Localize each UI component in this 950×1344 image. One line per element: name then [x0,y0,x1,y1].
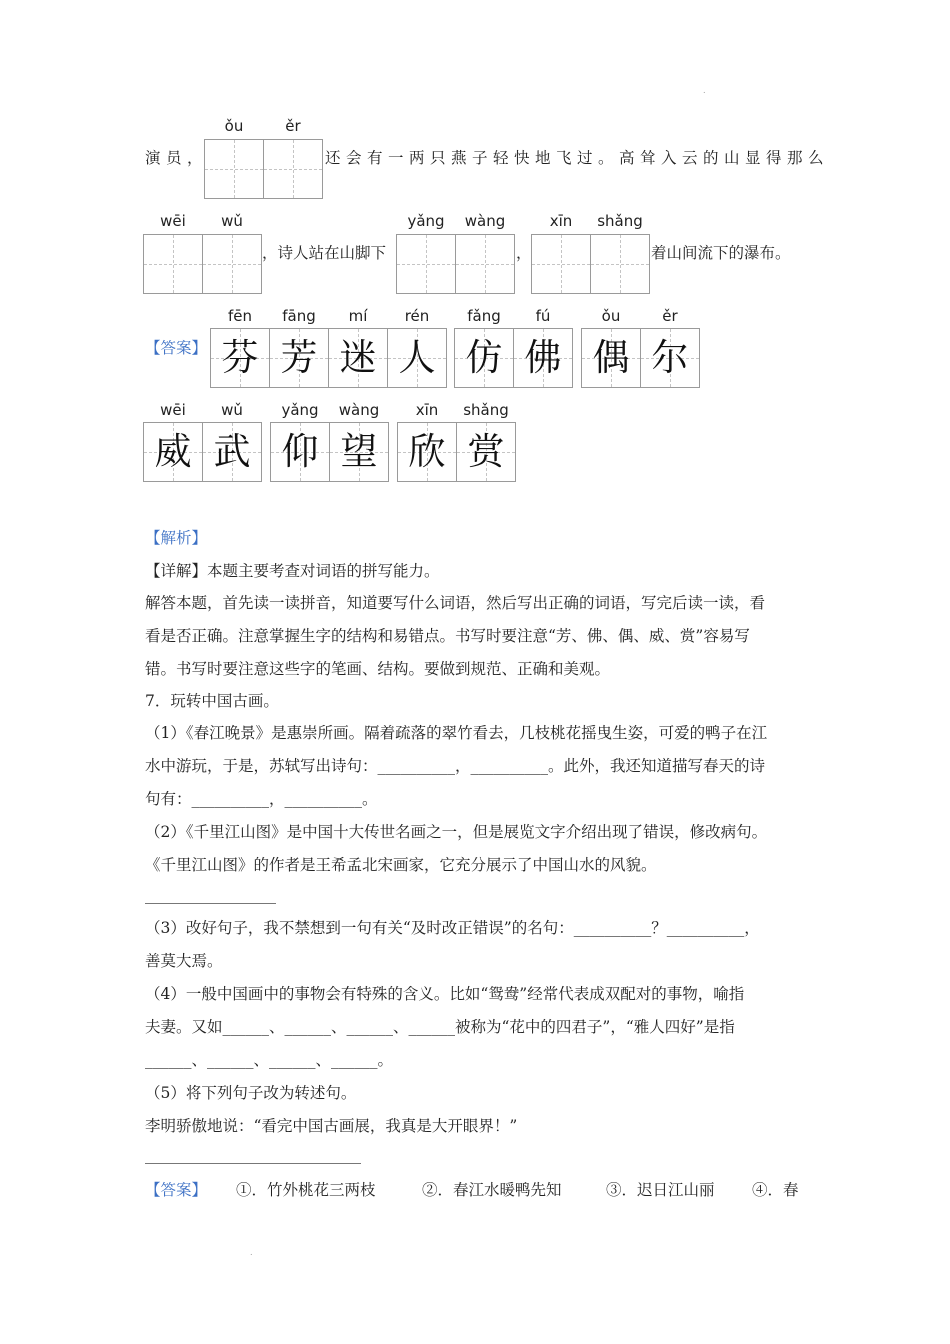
answer-cell: 芳 [270,328,329,388]
analysis-label: 【解析】 [145,529,208,547]
pinyin-yang2: yǎng [281,401,319,419]
pinyin-shang2: shǎng [463,401,509,419]
answer-line-5[interactable] [145,1163,361,1164]
row2-text-1: ，诗人站在山脚下 [262,244,387,262]
pinyin-wei2: wēi [160,401,186,419]
final-answer-item-3: ③．迟日江山丽 [606,1181,715,1199]
blank-cell[interactable] [591,234,650,294]
q7-part-5: （5）将下列句子改为转述句。 李明骄傲地说：“看完中国古画展，我真是大开眼界！” [145,1084,518,1135]
q7-part-3: （3）改好句子，我不禁想到一句有关“及时改正错误”的名句：__________？__________， 善莫大焉。 [145,919,760,970]
blank-grid-xinshang[interactable] [531,234,650,294]
blank-cell[interactable] [143,234,203,294]
scan-dot: . [703,86,706,95]
answer-cell: 芬 [210,328,270,388]
answer-cell: 尔 [641,328,700,388]
answer-grid-yangwang [270,422,389,482]
q7-part-1: （1）《春江晚景》是惠崇所画。隔着疏落的翠竹看去，几枝桃花摇曳生姿，可爱的鸭子在江 水中游玩，于是，苏轼写出诗句：__________，__________。此外，我还知道描写春天的诗 句有：__________，__________。 [145,724,768,808]
pinyin-mi: mí [348,307,368,325]
pinyin-wang: wàng [464,212,506,230]
blank-grid-weiwu[interactable] [143,234,262,294]
pinyin-wei: wēi [160,212,186,230]
pinyin-yang: yǎng [407,212,445,230]
answer-cell: 武 [203,422,262,482]
detail-line: 【详解】本题主要考查对词语的拼写能力。 [145,562,440,580]
blank-grid-ouer[interactable] [204,139,323,199]
pinyin-wang2: wàng [338,401,380,419]
final-answer-item-2: ②．春江水暖鸭先知 [422,1181,562,1199]
answer-cell: 赏 [457,422,516,482]
scan-dot: . [250,1248,253,1257]
blank-cell[interactable] [203,234,262,294]
final-answer-item-1: ①．竹外桃花三两枝 [236,1181,376,1199]
pinyin-ou: ǒu [224,117,244,135]
final-answer-item-4: ④．春 [752,1181,799,1199]
pinyin-fang: fāng [282,307,316,325]
answer-cell: 迷 [329,328,388,388]
pinyin-er2: ěr [662,307,678,325]
answer-cell: 欣 [397,422,457,482]
q7-part-4: （4）一般中国画中的事物会有特殊的含义。比如“鸳鸯”经常代表成双配对的事物，喻指 夫妻。又如______、______、______、______被称为“花中的四君子”，“雅人四好”是指 ______、______、______、______。 [145,985,745,1069]
answer-cell: 佛 [514,328,573,388]
pinyin-fen: fēn [227,307,253,325]
detail-paragraph: 解答本题，首先读一读拼音，知道要写什么词语，然后写出正确的词语，写完后读一读，看 看是否正确。注意掌握生字的结构和易错点。书写时要注意“芳、佛、偶、威、赏”容易写 错。书写时要注意这些字的笔画、结构。要做到规范、正确和美观。 [145,594,766,678]
answer-line-2[interactable] [145,903,276,904]
answer-grid-ouer [581,328,700,388]
pinyin-xin2: xīn [415,401,439,419]
blank-cell[interactable] [204,139,264,199]
blank-cell[interactable] [264,139,323,199]
question-7-title: 7．玩转中国古画。 [145,692,279,710]
answer-grid-fenfang-miren [210,328,447,388]
row1-text-after: 还会有一两只燕子轻快地飞过。高耸入云的山显得那么 [325,149,830,167]
pinyin-ren: rén [404,307,430,325]
blank-grid-yangwang[interactable] [396,234,515,294]
final-answer-label: 【答案】 [145,1181,208,1199]
answer-cell: 偶 [581,328,641,388]
row2-text-2: ， [516,244,532,262]
q7-part-2: （2）《千里江山图》是中国十大传世名画之一，但是展览文字介绍出现了错误，修改病句。 《千里江山图》的作者是王希孟北宋画家，它充分展示了中国山水的风貌。 [145,823,768,874]
pinyin-wu: wǔ [221,212,243,230]
pinyin-fu: fú [535,307,551,325]
pinyin-xin: xīn [549,212,573,230]
blank-cell[interactable] [531,234,591,294]
pinyin-fang2: fǎng [467,307,501,325]
answer-grid-xinshang [397,422,516,482]
row1-text-before: 演员， [145,149,209,167]
pinyin-ou2: ǒu [601,307,621,325]
answer-cell: 威 [143,422,203,482]
answer-grid-weiwu [143,422,262,482]
pinyin-shang: shǎng [597,212,643,230]
blank-cell[interactable] [396,234,456,294]
pinyin-wu2: wǔ [221,401,243,419]
answer-cell: 望 [330,422,389,482]
blank-cell[interactable] [456,234,515,294]
answer-cell: 人 [388,328,447,388]
answer-grid-fangfu [454,328,573,388]
answer-cell: 仿 [454,328,514,388]
answer-cell: 仰 [270,422,330,482]
pinyin-er: ěr [285,117,301,135]
answer-label: 【答案】 [145,339,208,357]
row2-text-3: 着山间流下的瀑布。 [651,244,791,262]
